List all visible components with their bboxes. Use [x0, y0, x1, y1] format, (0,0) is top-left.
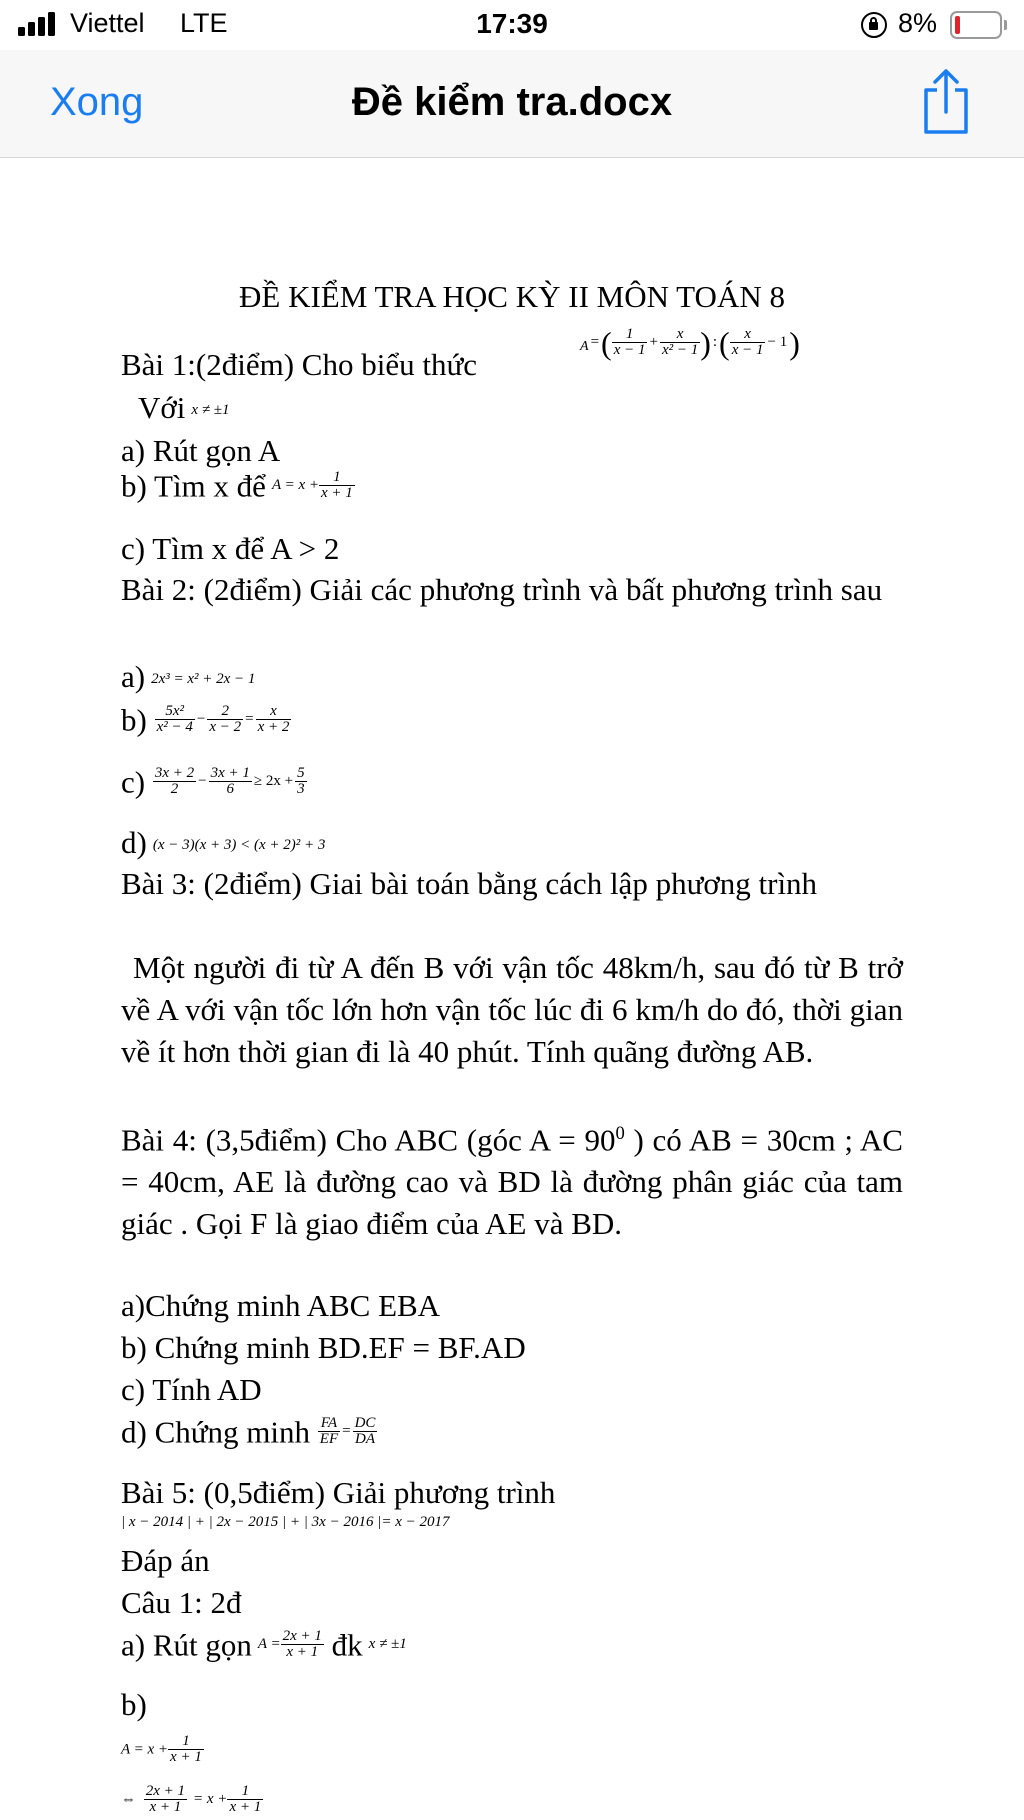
battery-level [955, 16, 960, 34]
b1-a: a) Rút gọn A [121, 433, 281, 468]
battery-tip [1004, 20, 1007, 30]
b4-a: a)Chứng minh ABC EBA [121, 1288, 441, 1323]
b3-title: Bài 3: (2điểm) Giai bài toán bằng cách lập phương trình [121, 866, 818, 901]
b3-text: Một người đi từ A đến B với vận tốc 48km/h, sau đó từ B trở về A với vận tốc lớn hơn vận tốc lúc đi 6 km/h do đó, thời gian về ít hơn thời gian đi là 40 phút. Tính quãng đường AB. [121, 950, 903, 1069]
b2-c: c) $\frac{3x + 2}{2}$ − $\frac{3x + 1}{6}$ ≥ 2x + $\frac{5}{3}$ [121, 764, 305, 800]
b1-with: Với x ≠ ±1 [138, 390, 230, 425]
answer-title: Đáp án [121, 1543, 210, 1578]
b1-title: Bài 1:(2điểm) Cho biểu thức [121, 347, 478, 382]
answer-a: a) Rút gọn A = $\frac{2x + 1}{x + 1}$ đk x ≠ ±1 [121, 1627, 407, 1663]
answer-b-line2: ⇔ $\frac{2x + 1}{x + 1}$ = x + $\frac{1}{x + 1}$ [121, 1782, 262, 1816]
b1-b: b) Tìm x để A = x + $\frac{1}{x + 1}$ [121, 468, 353, 504]
battery-icon [950, 11, 1002, 39]
carrier-name: Viettel [70, 8, 145, 38]
navigation-bar [0, 50, 1024, 158]
b2-a: a) 2x³ = x² + 2x − 1 [121, 659, 256, 694]
b4-b: b) Chứng minh BD.EF = BF.AD [121, 1330, 526, 1365]
share-icon[interactable] [918, 66, 974, 136]
done-button[interactable]: Xong [50, 80, 144, 124]
b2-b: b) $\frac{\text{5x²}}{\text{x² − 4}}$ − $\frac{2}{x - 2}$ = $\frac{x}{x + 2}$ [121, 702, 290, 738]
b4-text: Bài 4: (3,5điểm) Cho ABC (góc $A = 90^0$ ) có AB = 30cm ; AC = 40cm, AE là đường cao và BD là đường phân giác của tam giác . Gọi F là giao điểm của AE và BD. [121, 1122, 903, 1242]
b1-c: c) Tìm x để A > 2 [121, 531, 340, 566]
document-content[interactable] [0, 159, 1024, 1820]
document-title: Đề kiểm tra.docx [351, 80, 673, 124]
b1-expression: A =( $\frac{1}{x - 1}$ + $\frac{x}{\text{x² − 1}}$ ) :( $\frac{x}{x - 1}$ − 1) [580, 324, 800, 361]
network-type: LTE [180, 8, 228, 38]
b4-d: d) Chứng minh $\frac{FA}{EF}$ = $\frac{DC}{DA}$ [121, 1414, 376, 1450]
answer-b-label: b) [121, 1687, 147, 1722]
status-time: 17:39 [476, 8, 548, 39]
b5-title: Bài 5: (0,5điểm) Giải phương trình [121, 1475, 556, 1510]
battery-percent: 8% [898, 8, 938, 38]
doc-heading: ĐỀ KIỂM TRA HỌC KỲ II MÔN TOÁN 8 [239, 279, 785, 314]
status-bar [0, 0, 1024, 50]
b2-d: d) (x − 3)(x + 3) < (x + 2)² + 3 [121, 825, 326, 860]
answer-b-line1: A = x + $\frac{1}{x + 1}$ [121, 1732, 202, 1766]
orientation-lock-icon [861, 12, 887, 38]
b2-title: Bài 2: (2điểm) Giải các phương trình và bất phương trình sau [121, 572, 883, 607]
b5-expr: | x − 2014 | + | 2x − 2015 | + | 3x − 2016 |= x − 2017 [121, 1514, 450, 1530]
b4-c: c) Tính AD [121, 1372, 262, 1407]
answer-q1: Câu 1: 2đ [121, 1585, 242, 1620]
